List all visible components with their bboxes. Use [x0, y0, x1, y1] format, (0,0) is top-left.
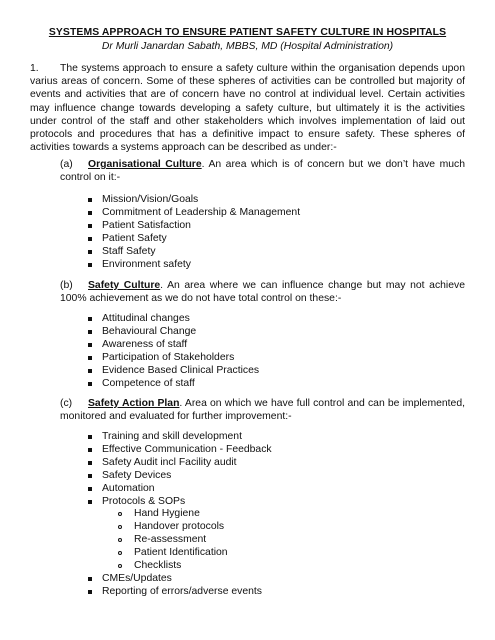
bullet-icon	[88, 211, 92, 215]
bullet-icon	[88, 237, 92, 241]
paragraph-number: 1.	[30, 63, 39, 74]
list-item: CMEs/Updates	[88, 573, 272, 586]
section-a	[60, 158, 465, 184]
section-label: (c)	[60, 398, 73, 409]
list-item: Safety Devices	[88, 470, 272, 483]
list-item: Protocols & SOPs Hand Hygiene Handover protocols Re-assessment Patient Identification Checklists	[88, 496, 272, 573]
bullet-icon	[88, 577, 92, 581]
bullet-icon	[88, 461, 92, 465]
section-c-list	[88, 431, 272, 599]
list-item: Patient Safety	[88, 233, 300, 246]
protocols-sublist	[102, 508, 272, 573]
bullet-icon	[88, 369, 92, 373]
document-author: Dr Murli Janardan Sabath, MBBS, MD (Hospital Administration)	[101, 41, 394, 52]
intro-text: The systems approach to ensure a safety culture within the organisation depends upon varius areas of concern. Some of these spheres of activities can be controlled but majority of events and activities that are of concern have no control at individual level. Certain activities may influence change towards developing a safety culture, but ultimately it is the activities under control of the staff and other stakeholders which involves implementation of laid out protocols and procedures that has a definitive impact to ensure safety. These spheres of activities towards a systems approach can be described as under:-	[30, 63, 465, 154]
bullet-icon	[88, 224, 92, 228]
list-item: Effective Communication - Feedback	[88, 444, 272, 457]
section-a-list	[88, 194, 300, 271]
circle-bullet-icon	[118, 551, 122, 555]
list-item: Competence of staff	[88, 378, 259, 391]
section-label: (a)	[60, 159, 73, 170]
list-item: Behavioural Change	[88, 326, 259, 339]
document-title: SYSTEMS APPROACH TO ENSURE PATIENT SAFETY CULTURE IN HOSPITALS	[48, 27, 447, 38]
list-item: Awareness of staff	[88, 339, 259, 352]
bullet-icon	[88, 435, 92, 439]
list-item: Commitment of Leadership & Management	[88, 207, 300, 220]
bullet-icon	[88, 487, 92, 491]
circle-bullet-icon	[118, 564, 122, 568]
bullet-icon	[88, 500, 92, 504]
circle-bullet-icon	[118, 538, 122, 542]
sub-list-item: Re-assessment	[102, 534, 272, 547]
intro-paragraph	[30, 62, 465, 154]
bullet-icon	[88, 382, 92, 386]
bullet-icon	[88, 356, 92, 360]
sub-list-item: Checklists	[102, 560, 272, 573]
bullet-icon	[88, 250, 92, 254]
circle-bullet-icon	[118, 512, 122, 516]
list-item: Automation	[88, 483, 272, 496]
sub-list-item: Handover protocols	[102, 521, 272, 534]
section-heading: Safety Action Plan	[88, 398, 180, 409]
list-item: Safety Audit incl Facility audit	[88, 457, 272, 470]
list-item: Staff Safety	[88, 246, 300, 259]
bullet-icon	[88, 263, 92, 267]
circle-bullet-icon	[118, 525, 122, 529]
sub-list-item: Patient Identification	[102, 547, 272, 560]
section-b	[60, 279, 465, 305]
section-text: . An area which is of concern but we don’t have much control on it:-	[60, 159, 465, 184]
section-label: (b)	[60, 280, 73, 291]
bullet-icon	[88, 590, 92, 594]
bullet-icon	[88, 343, 92, 347]
section-c	[60, 397, 465, 423]
section-heading: Safety Culture	[88, 280, 161, 291]
section-heading: Organisational Culture	[88, 159, 202, 170]
list-item: Participation of Stakeholders	[88, 352, 259, 365]
section-text: . Area on which we have full control and can be implemented, monitored and evaluated for further improvement:-	[60, 398, 465, 423]
bullet-icon	[88, 330, 92, 334]
list-item: Mission/Vision/Goals	[88, 194, 300, 207]
bullet-icon	[88, 198, 92, 202]
list-item: Evidence Based Clinical Practices	[88, 365, 259, 378]
bullet-icon	[88, 474, 92, 478]
bullet-icon	[88, 448, 92, 452]
list-item: Reporting of errors/adverse events	[88, 586, 272, 599]
bullet-icon	[88, 317, 92, 321]
list-item: Training and skill development	[88, 431, 272, 444]
section-b-list	[88, 313, 259, 390]
sub-list-item: Hand Hygiene	[102, 508, 272, 521]
list-item: Patient Satisfaction	[88, 220, 300, 233]
list-item: Environment safety	[88, 259, 300, 272]
list-item: Attitudinal changes	[88, 313, 259, 326]
section-text: . An area where we can influence change but may not achieve 100% achievement as we do not have total control on these:-	[60, 280, 465, 305]
